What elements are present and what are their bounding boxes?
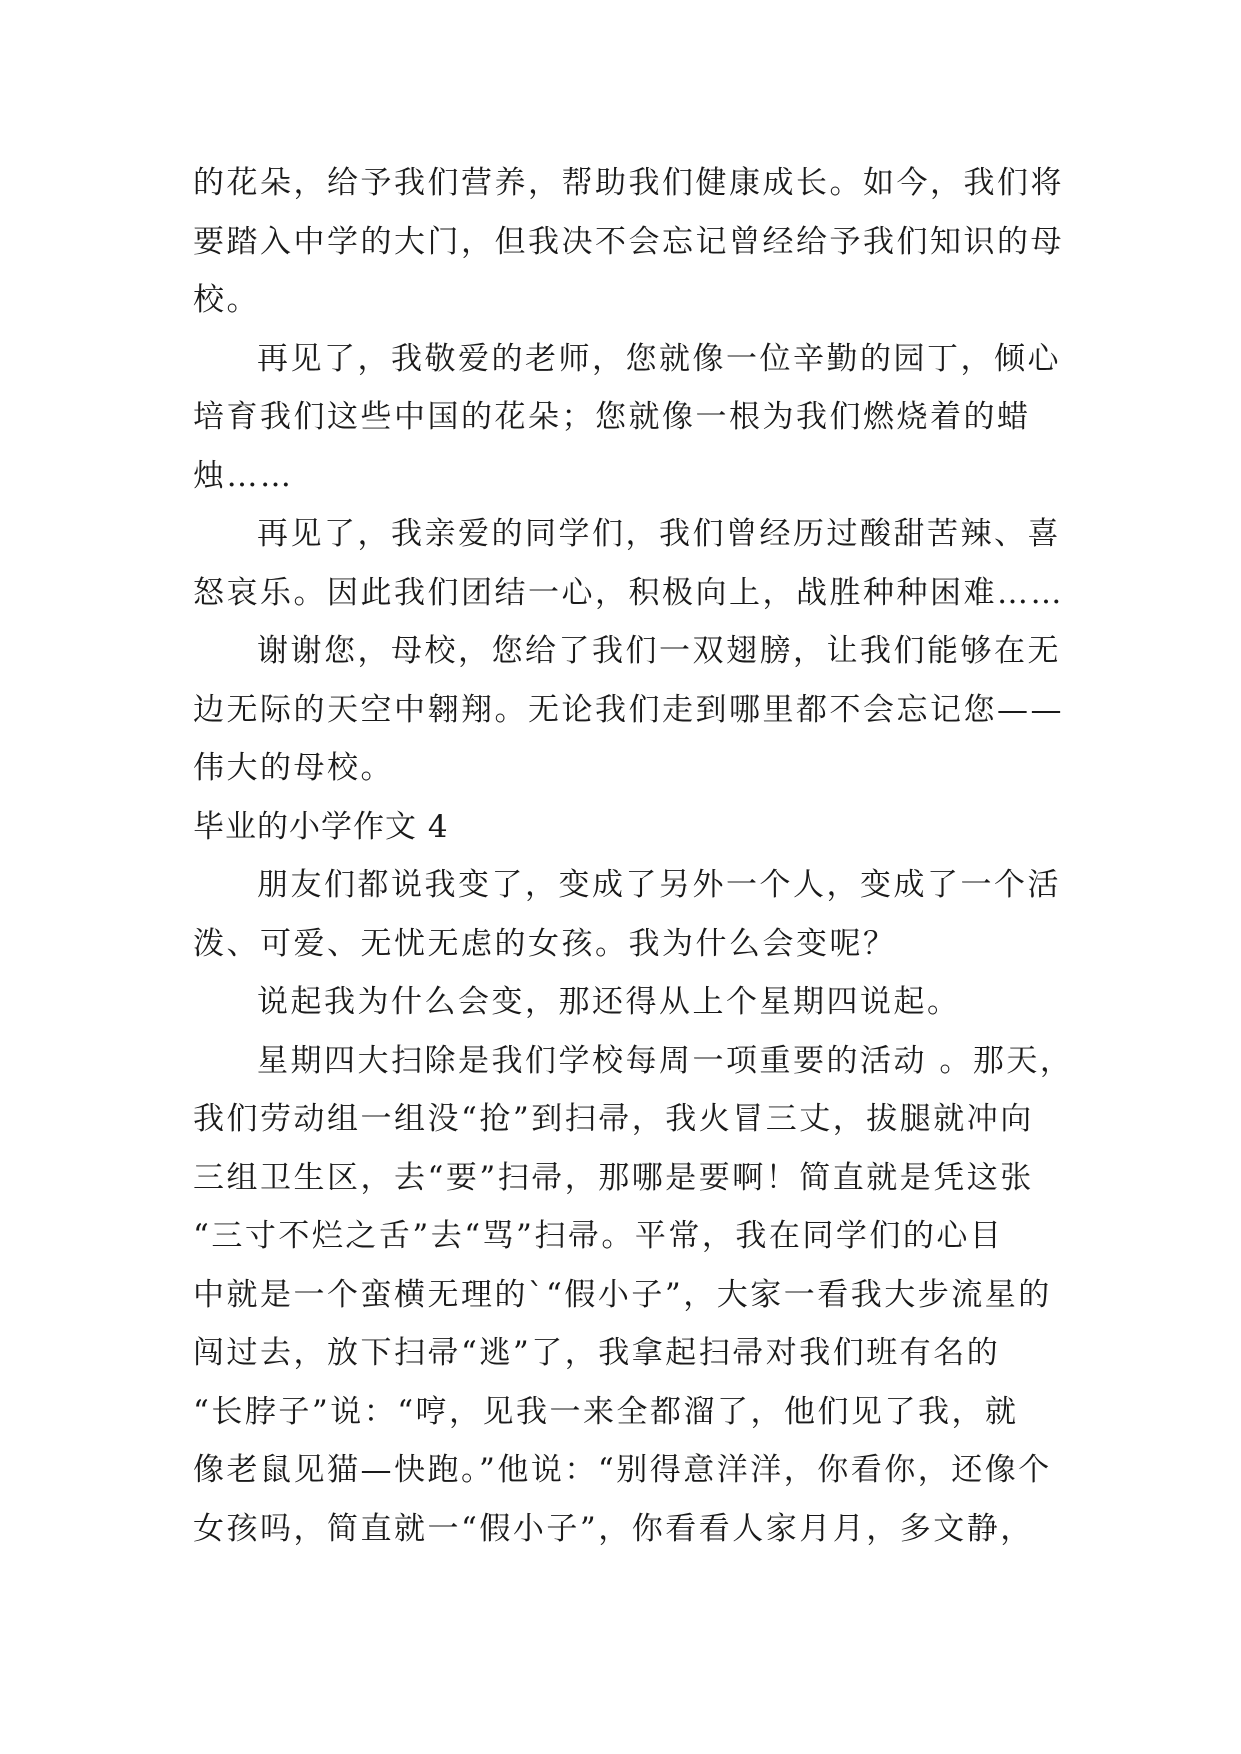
text-line: 三组卫生区，去“要”扫帚，那哪是要啊！简直就是凭这张 [193,1159,1034,1196]
text-line: 朋友们都说我变了，变成了另外一个人，变成了一个活 [257,867,1061,903]
text-line: 烛…… [193,457,294,494]
text-line: “长脖子”说：“哼，见我一来全都溜了，他们见了我，就 [193,1393,1019,1430]
text-line: 伟大的母校。 [193,750,394,786]
text-line: “三寸不烂之舌”去“骂”扫帚。平常，我在同学们的心目 [193,1218,1004,1254]
text-line: 校。 [193,282,260,318]
text-line: 再见了，我敬爱的老师，您就像一位辛勤的园丁，倾心 [257,340,1061,377]
text-line: 我们劳动组一组没“抢”到扫帚，我火冒三丈，拔腿就冲向 [193,1101,1034,1137]
section-heading: 毕业的小学作文 4 [193,808,449,845]
text-line: 要踏入中学的大门，但我决不会忘记曾经给予我们知识的母 [193,223,1064,260]
text-line: 说起我为什么会变，那还得从上个星期四说起。 [257,984,961,1020]
text-line: 女孩吗，简直就一“假小子”，你看看人家月月，多文静， [193,1510,1034,1547]
text-line: 谢谢您，母校，您给了我们一双翅膀，让我们能够在无 [257,633,1061,669]
text-line: 边无际的天空中翱翔。无论我们走到哪里都不会忘记您—— [193,691,1064,728]
text-line: 的花朵，给予我们营养，帮助我们健康成长。如今，我们将 [193,165,1064,201]
text-line: 闯过去，放下扫帚“逃”了，我拿起扫帚对我们班有名的 [193,1335,1001,1371]
text-line: 像老鼠见猫—快跑。”他说：“别得意洋洋，你看你，还像个 [193,1452,1052,1488]
text-line: 怒哀乐。因此我们团结一心，积极向上，战胜种种困难…… [193,574,1064,611]
text-line: 星期四大扫除是我们学校每周一项重要的活动 。那天， [257,1042,1074,1079]
text-line: 中就是一个蛮横无理的`“假小子”，大家一看我大步流星的 [193,1276,1052,1313]
essay-body [193,154,1074,1558]
text-line: 泼、可爱、无忧无虑的女孩。我为什么会变呢？ [193,925,897,962]
text-line: 再见了，我亲爱的同学们，我们曾经历过酸甜苦辣、喜 [257,516,1061,552]
text-line: 培育我们这些中国的花朵；您就像一根为我们燃烧着的蜡 [193,399,1031,435]
